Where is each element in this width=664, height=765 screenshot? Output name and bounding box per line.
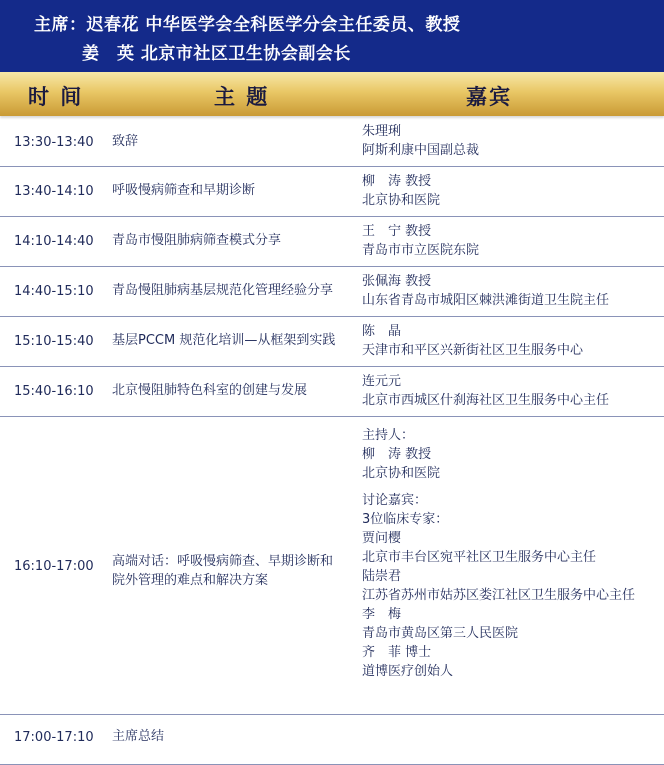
- guest-line: 青岛市黄岛区第三人民医院: [362, 626, 519, 641]
- chair-line-2: [82, 39, 351, 64]
- guest-line: 柳 涛 教授: [362, 447, 432, 462]
- guest-line: 北京协和医院: [362, 466, 441, 481]
- row-topic: 北京慢阻肺特色科室的创建与发展: [112, 383, 308, 398]
- guest-line: 齐 菲 博士: [362, 645, 432, 660]
- column-header-topic: 主 题: [214, 85, 270, 109]
- guest-line: 阿斯利康中国副总裁: [362, 143, 480, 158]
- guest-line: 北京市西城区什刹海社区卫生服务中心主任: [362, 393, 610, 408]
- table-row: [0, 416, 664, 715]
- guest-line: 山东省青岛市城阳区棘洪滩街道卫生院主任: [362, 293, 610, 308]
- row-topic: 青岛慢阻肺病基层规范化管理经验分享: [112, 283, 334, 298]
- table-row: [0, 366, 664, 417]
- chair-banner: [0, 0, 664, 82]
- row-topic: 高端对话：呼吸慢病筛查、早期诊断和院外管理的难点和解决方案: [112, 554, 334, 588]
- row-guests: [362, 322, 664, 360]
- guest-line: 主持人：: [362, 428, 415, 443]
- row-time: 13:30-13:40: [14, 135, 94, 150]
- row-time: 15:10-15:40: [14, 334, 94, 349]
- chair-name-1: 迟春花: [86, 15, 139, 35]
- guest-line: 江苏省苏州市姑苏区娄江社区卫生服务中心主任: [362, 588, 636, 603]
- column-header-time: 时 间: [28, 85, 84, 109]
- row-time: 14:10-14:40: [14, 234, 94, 249]
- row-topic: 主席总结: [112, 729, 165, 744]
- chair-title-1: 中华医学会全科医学分会主任委员、教授: [139, 15, 461, 35]
- guest-line: 天津市和平区兴新街社区卫生服务中心: [362, 343, 584, 358]
- guest-line: 张佩海 教授: [362, 274, 432, 289]
- row-topic: 致辞: [112, 134, 139, 149]
- guest-line: 王 宁 教授: [362, 224, 432, 239]
- table-header: [0, 72, 664, 116]
- table-row: [0, 166, 664, 217]
- row-guests: [362, 426, 664, 681]
- guest-line: 柳 涛 教授: [362, 174, 432, 189]
- guest-line: 陆崇君: [362, 569, 402, 584]
- guest-line: 北京协和医院: [362, 193, 441, 208]
- chair-name-2: 姜 英: [82, 44, 135, 64]
- column-header-guest: 嘉宾: [466, 85, 512, 109]
- row-time: 16:10-17:00: [14, 559, 94, 574]
- chair-label: 主席：: [34, 15, 87, 35]
- guest-line: 连元元: [362, 374, 402, 389]
- row-guests: [362, 222, 664, 260]
- row-guests: [362, 122, 664, 160]
- table-row: [0, 266, 664, 317]
- table-row: [0, 316, 664, 367]
- row-time: 17:00-17:10: [14, 730, 94, 745]
- guest-line: 讨论嘉宾：: [362, 493, 428, 508]
- guest-line: 李 梅: [362, 607, 402, 622]
- row-topic: 青岛市慢阻肺病筛查模式分享: [112, 233, 282, 248]
- chair-title-2: 北京市社区卫生协会副会长: [134, 44, 351, 64]
- row-guests: [362, 172, 664, 210]
- guest-line: 陈 晶: [362, 324, 402, 339]
- guest-line: 3位临床专家：: [362, 512, 449, 527]
- chair-line-1: [34, 10, 460, 35]
- row-guests: [362, 272, 664, 310]
- guest-line: 朱理琍: [362, 124, 402, 139]
- table-row: [0, 116, 664, 167]
- guest-line: 青岛市市立医院东院: [362, 243, 480, 258]
- row-topic: 基层PCCM 规范化培训—从框架到实践: [112, 333, 336, 348]
- guest-line: 道博医疗创始人: [362, 664, 454, 679]
- row-time: 13:40-14:10: [14, 184, 94, 199]
- table-row: [0, 714, 664, 765]
- table-row: [0, 216, 664, 267]
- row-time: 14:40-15:10: [14, 284, 94, 299]
- guest-line: 北京市丰台区宛平社区卫生服务中心主任: [362, 550, 597, 565]
- row-time: 15:40-16:10: [14, 384, 94, 399]
- row-guests: [362, 372, 664, 410]
- guest-line: 贾问樱: [362, 531, 402, 546]
- row-topic: 呼吸慢病筛查和早期诊断: [112, 183, 256, 198]
